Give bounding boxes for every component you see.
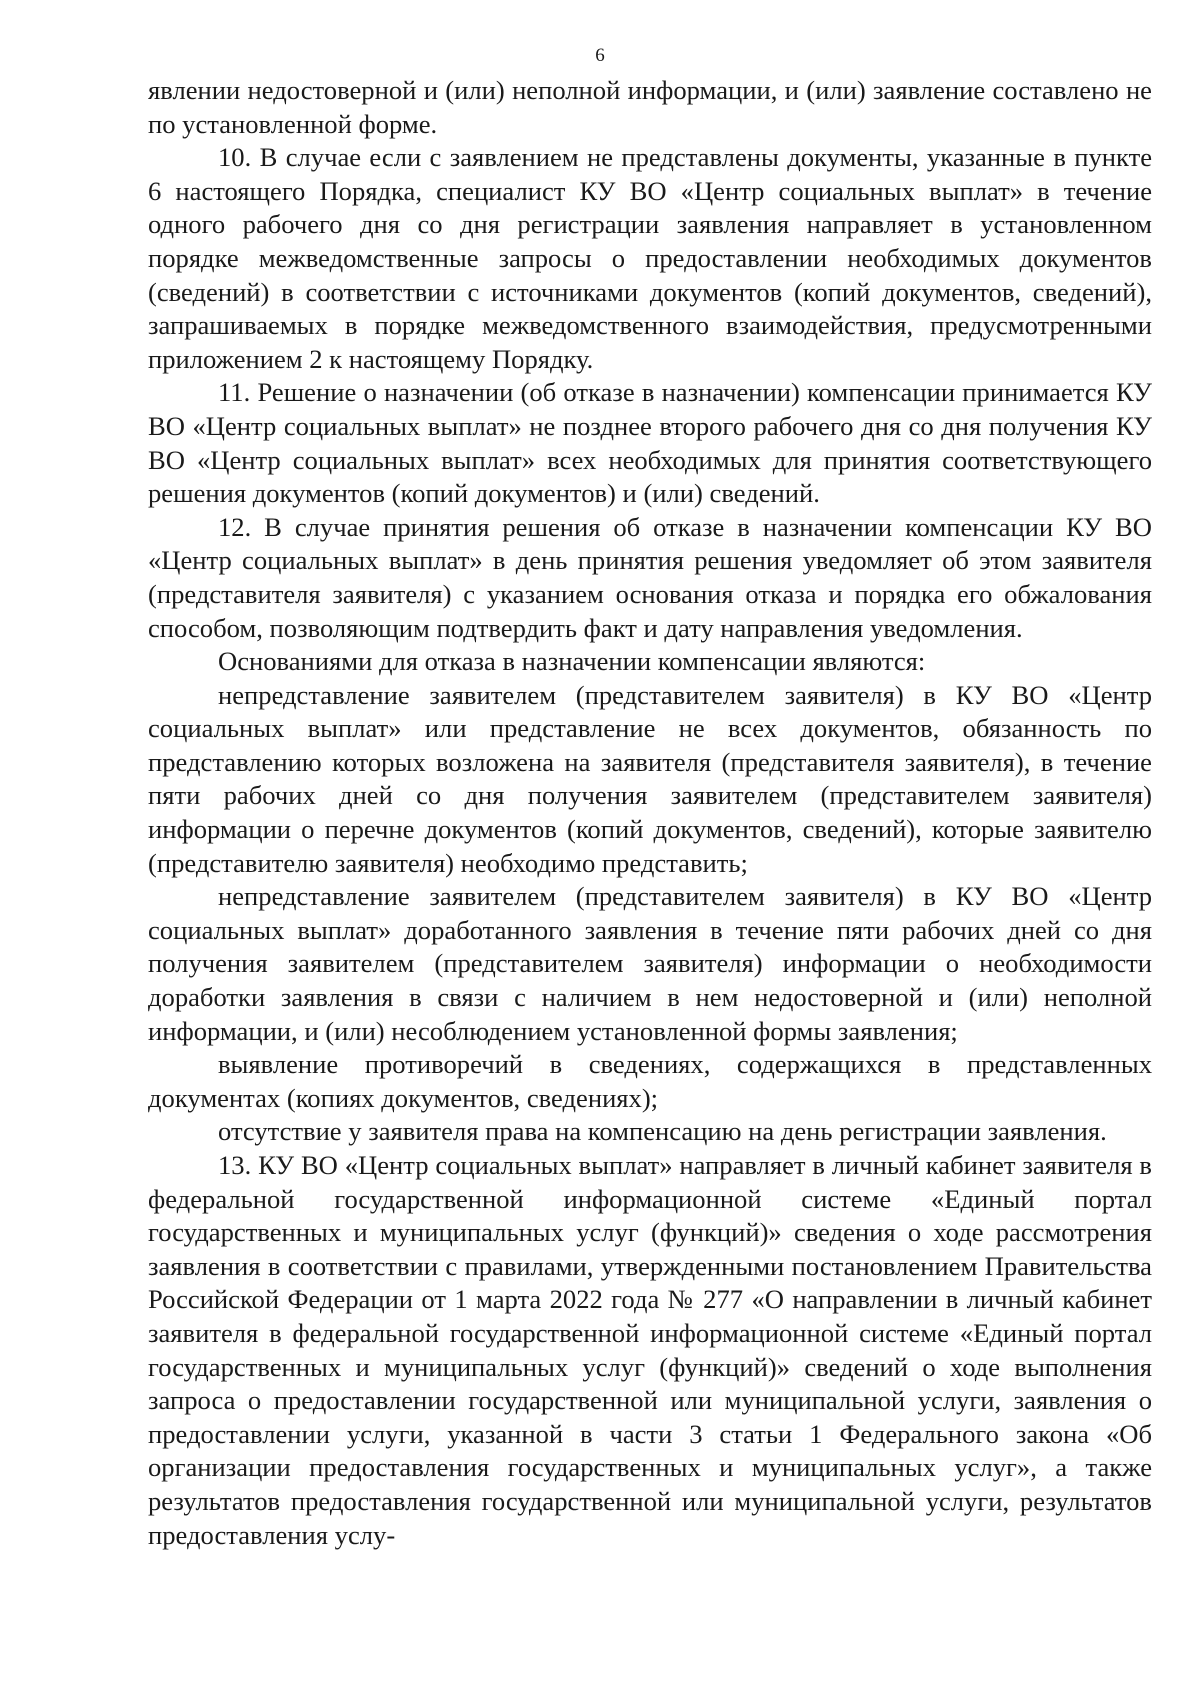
document-body <box>148 74 1152 1552</box>
paragraph-refusal-ground-2: непредставление заявителем (представителем заявителя) в КУ ВО «Центр социальных выплат» доработанного заявления в течение пяти рабочих дней со дня получения заявителем (представителем заявителя) информации о необходимости доработки заявления в связи с наличием в нем недостоверной и (или) неполной информации, и (или) несоблюдением установленной формы заявления; <box>148 881 1152 1046</box>
paragraph-refusal-ground-4: отсутствие у заявителя права на компенсацию на день регистрации заявления. <box>218 1116 1107 1147</box>
paragraph-continuation: явлении недостоверной и (или) неполной информации, и (или) заявление составлено не по установленной форме. <box>148 75 1152 139</box>
page-number: 6 <box>595 45 605 66</box>
paragraph-refusal-ground-3: выявление противоречий в сведениях, содержащихся в представленных документах (копиях документов, сведениях); <box>148 1049 1152 1113</box>
paragraph-item-12: 12. В случае принятия решения об отказе в назначении компенсации КУ ВО «Центр социальных выплат» в день принятия решения уведомляет об этом заявителя (представителя заявителя) с указанием основания отказа и порядка его обжалования способом, позволяющим подтвердить факт и дату направления уведомления. <box>148 511 1152 643</box>
paragraph-refusal-grounds-intro: Основаниями для отказа в назначении компенсации являются: <box>218 646 926 677</box>
paragraph-item-13: 13. КУ ВО «Центр социальных выплат» направляет в личный кабинет заявителя в федеральной государственной информационной системе «Единый портал государственных и муниципальных услуг (функций)» сведения о ходе рассмотрения заявления в соответствии с правилами, утвержденными постановлением Правительства Российской Федерации от 1 марта 2022 года № 277 «О направлении в личный кабинет заявителя в федеральной государственной информационной системе «Единый портал государственных и муниципальных услуг (функций)» сведений о ходе выполнения запроса о предоставлении государственной или муниципальной услуги, заявления о предоставлении услуги, указанной в части 3 статьи 1 Федерального закона «Об организации предоставления государственных и муниципальных услуг», а также результатов предоставления государственной или муниципальной услуги, результатов предоставления услу- <box>148 1150 1152 1550</box>
paragraph-item-11: 11. Решение о назначении (об отказе в назначении) компенсации принимается КУ ВО «Центр социальных выплат» не позднее второго рабочего дня со дня получения КУ ВО «Центр социальных выплат» всех необходимых для принятия соответствующего решения документов (копий документов) и (или) сведений. <box>148 377 1152 509</box>
paragraph-refusal-ground-1: непредставление заявителем (представителем заявителя) в КУ ВО «Центр социальных выплат» или представление не всех документов, обязанность по представлению которых возложена на заявителя (представителя заявителя), в течение пяти рабочих дней со дня получения заявителем (представителем заявителя) информации о перечне документов (копий документов, сведений), которые заявителю (представителю заявителя) необходимо представить; <box>148 679 1152 878</box>
paragraph-item-10: 10. В случае если с заявлением не представлены документы, указанные в пункте 6 настоящего Порядка, специалист КУ ВО «Центр социальных выплат» в течение одного рабочего дня со дня регистрации заявления направляет в установленном порядке межведомственные запросы о предоставлении необходимых документов (сведений) в соответствии с источниками документов (копий документов, сведений), запрашиваемых в порядке межведомственного взаимодействия, предусмотренными приложением 2 к настоящему Порядку. <box>148 142 1152 374</box>
